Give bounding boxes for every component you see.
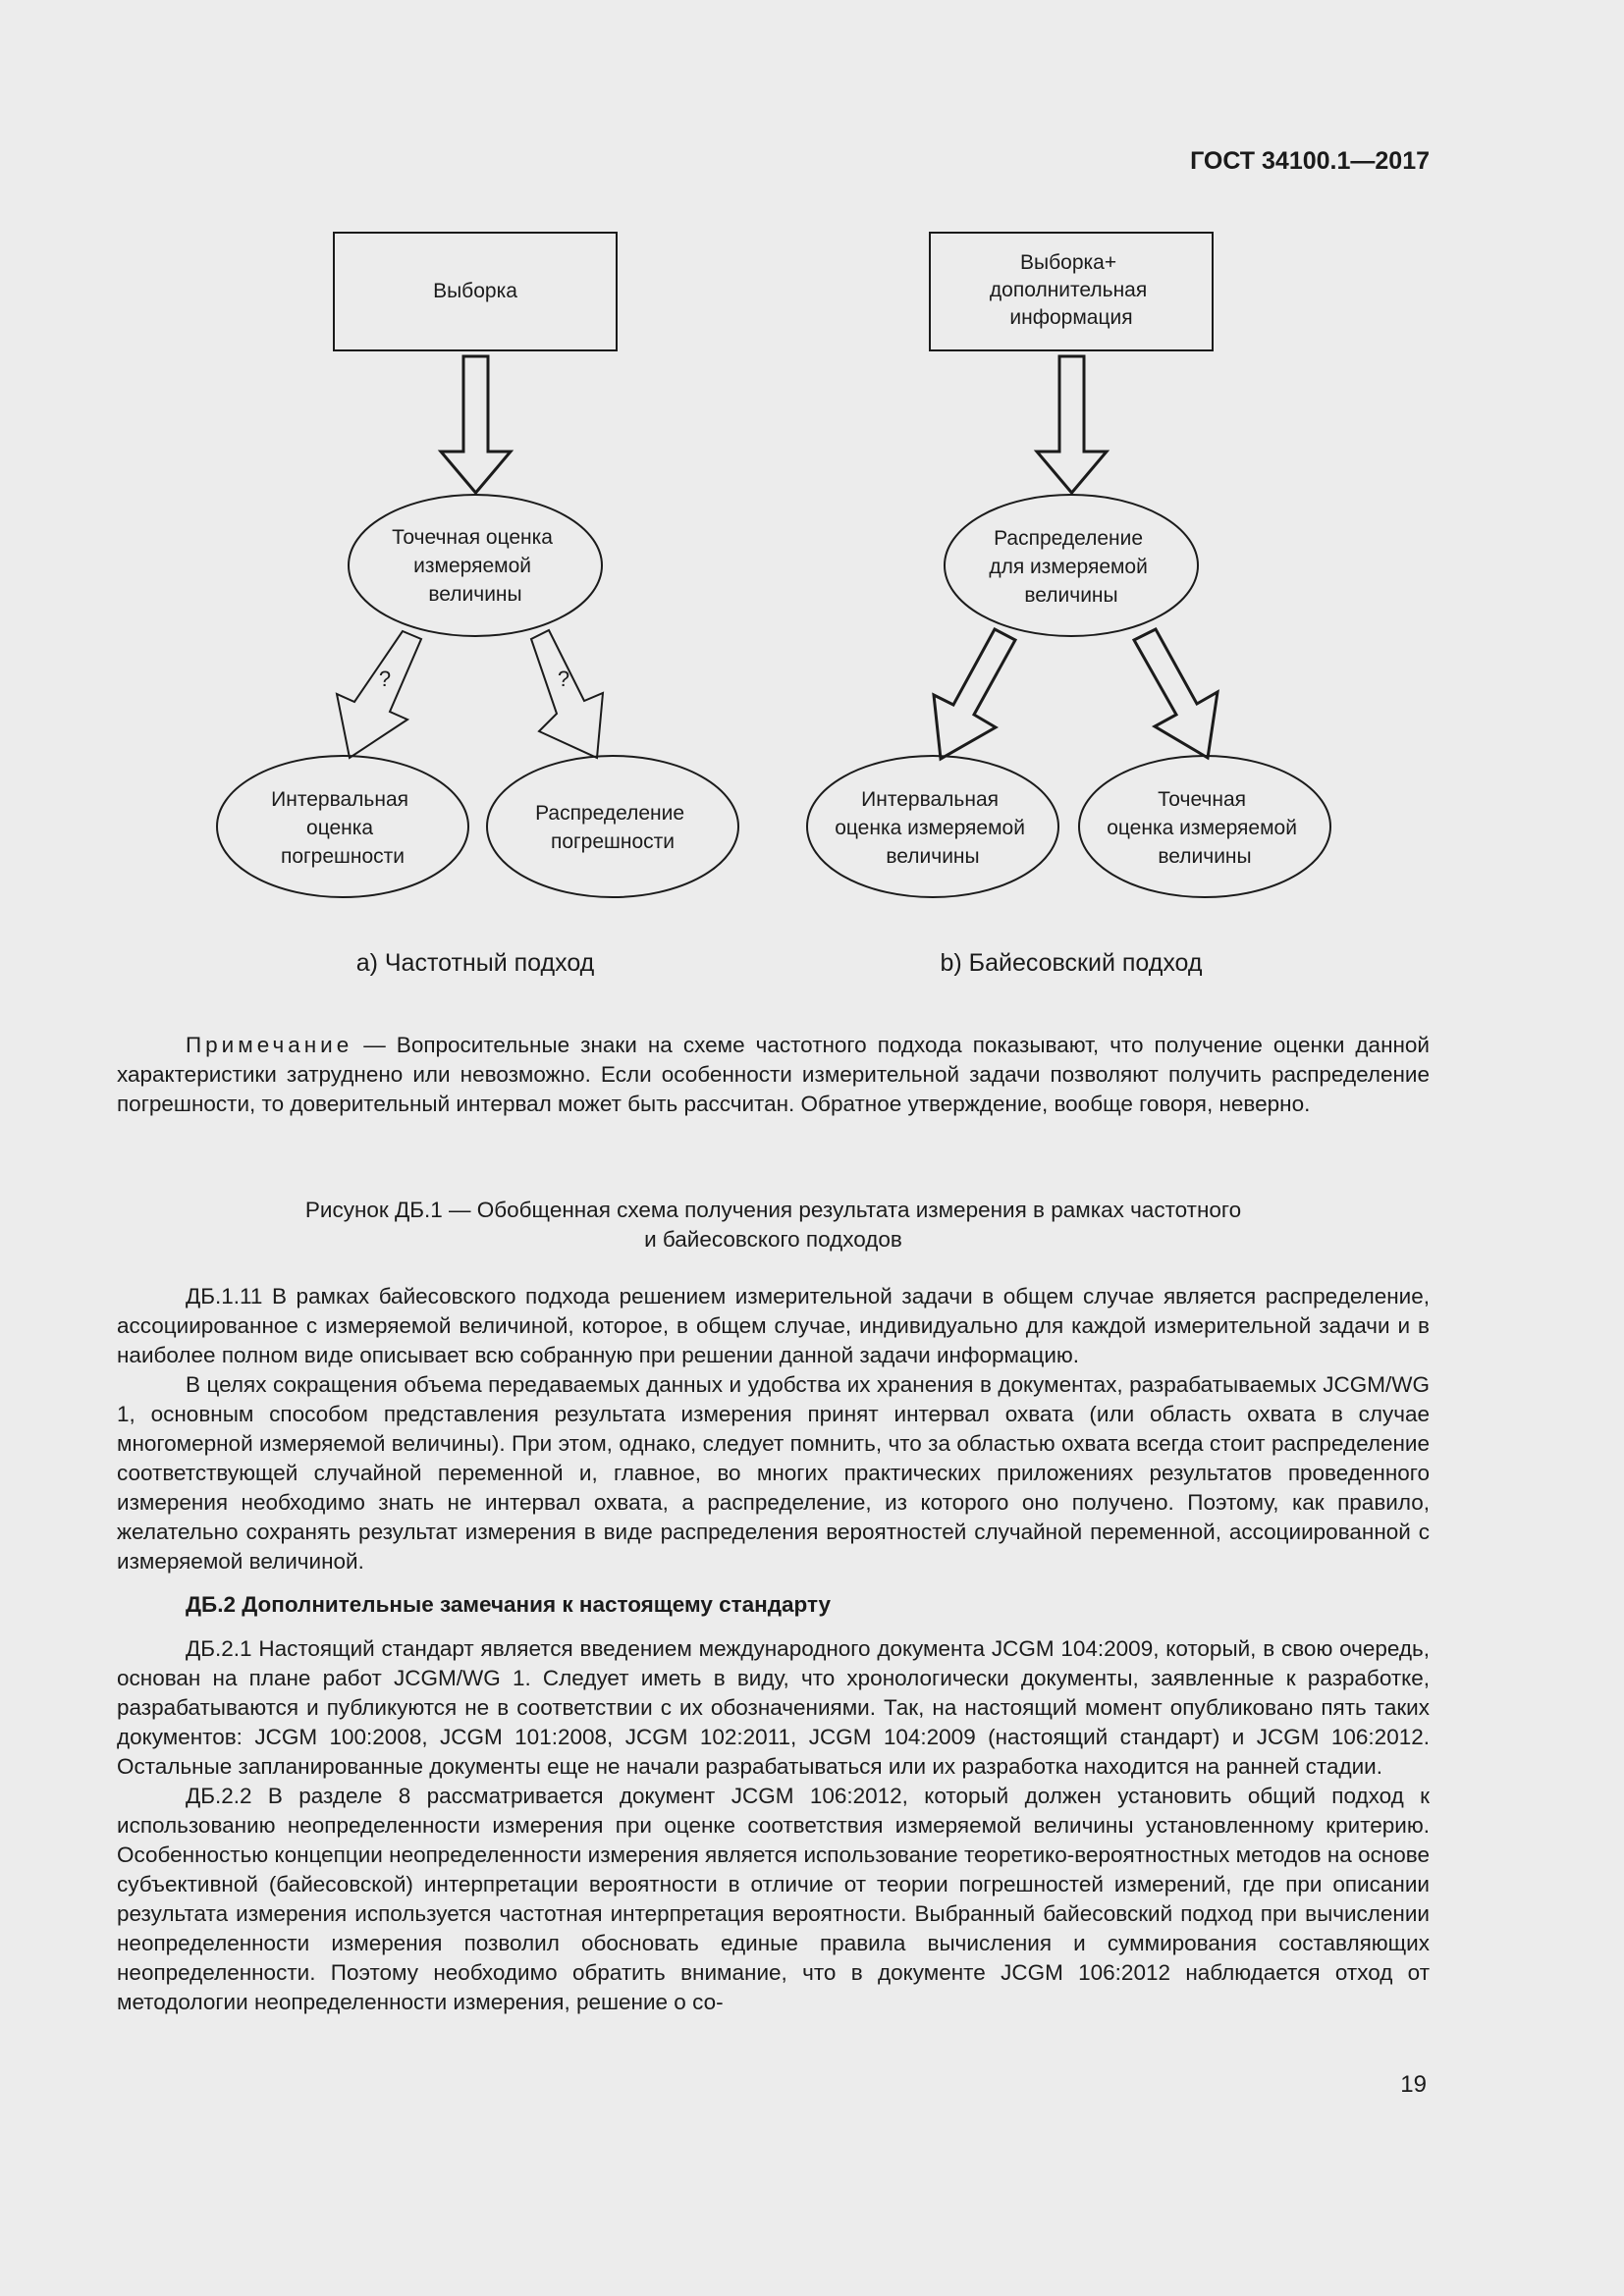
figure-caption-line-2: и байесовского подходов [644, 1227, 902, 1252]
paragraph-group-db-1-11 [117, 1282, 1430, 1576]
note-text: — Вопросительные знаки на схеме частотного подхода показывают, что получение оценки данной характеристики затруднено или невозможно. Если особенности измерительной задачи позволяют получить распределение погрешности, то доверительный интервал может быть рассчитан. Обратное утверждение, вообще говоря, неверно. [117, 1033, 1430, 1116]
figure-note [117, 1031, 1430, 1119]
measurement-approaches-diagram [0, 0, 1624, 1001]
note-label: Примечание [186, 1033, 353, 1057]
left-sample-label: Выборка [433, 280, 517, 302]
paragraph-group-db-2 [117, 1634, 1430, 2017]
figure-caption [117, 1196, 1430, 1255]
figure-caption-line-1: Рисунок ДБ.1 — Обобщенная схема получения результата измерения в рамках частотного [304, 1198, 1242, 1222]
left-error-distribution-ellipse [487, 756, 738, 897]
left-point-estimate-label: Точечная оценка измеряемой величины [392, 526, 553, 606]
paragraph-coverage-interval: В целях сокращения объема передаваемых данных и удобства их хранения в документах, разрабатываемых JCGM/WG 1, основным способом представления результата измерения принят интервал охвата (или область охвата в случае многомерной измеряемой величины). При этом, однако, следует помнить, что за областью охвата всегда стоит распределение соответствующей случайной переменной и, главное, во многих практических приложениях результатов проведенного измерения необходимо знать не интервал охвата, а распределение, из которого оно получено. Поэтому, как правило, желательно сохранять результат измерения в виде распределения вероятностей случайной переменной, ассоциированной с измеряемой величиной. [117, 1372, 1430, 1574]
paragraph-db-2-2: ДБ.2.2 В разделе 8 рассматривается документ JCGM 106:2012, который должен установить общий подход к использованию неопределенности измерения при оценке соответствия измеряемой величины установленному критерию. Особенностью концепции неопределенности измерения является использование теоретико-вероятностных методов на основе субъективной (байесовской) интерпретации вероятности в отличие от теории погрешностей измерений, где при описании результата измерения используется частотная интерпретация вероятности. Выбранный байесовский подход при вычислении неопределенности измерения позволил обосновать единые правила вычисления и суммирования составляющих неопределенности. Поэтому необходимо обратить внимание, что в документе JCGM 106:2012 наблюдается отход от методологии неопределенности измерения, решение о со- [117, 1784, 1430, 2014]
right-down-arrow [1037, 356, 1107, 493]
left-question-arrow-right [531, 630, 603, 758]
left-down-arrow [441, 356, 511, 493]
left-question-mark-1: ? [378, 667, 392, 691]
right-interval-estimate-label: Интервальная оценка измеряемой величины [835, 788, 1025, 868]
left-error-distribution-label: Распределение погрешности [535, 802, 685, 853]
paragraph-db-1-11: ДБ.1.11 В рамках байесовского подхода решением измерительной задачи в общем случае является распределение, ассоциированное с измеряемой величиной, которое, в общем случае, индивидуально для каждой измерительной задачи и в наиболее полном виде описывает всю собранную при решении данной задачи информацию. [117, 1284, 1430, 1367]
page-number: 19 [1400, 2071, 1427, 2098]
right-point-estimate-label: Точечная оценка измеряемой величины [1107, 788, 1297, 868]
right-arrow-left [934, 629, 1015, 759]
left-caption: a) Частотный подход [355, 949, 595, 977]
document-number: ГОСТ 34100.1—2017 [1190, 147, 1430, 175]
right-caption: b) Байесовский подход [940, 949, 1203, 977]
right-sample-label: Выборка+ дополнительная информация [989, 251, 1148, 329]
left-interval-error-label: Интервальная оценка погрешности [271, 788, 409, 868]
section-heading-db-2: ДБ.2 Дополнительные замечания к настоящему стандарту [186, 1592, 832, 1617]
left-question-mark-2: ? [557, 667, 570, 691]
paragraph-db-2-1: ДБ.2.1 Настоящий стандарт является введением международного документа JCGM 104:2009, который, в свою очередь, основан на плане работ JCGM/WG 1. Следует иметь в виду, что хронологически документы, заявленные к разработке, разрабатываются и публикуются не в соответствии с их обозначениями. Так, на настоящий момент опубликовано пять таких документов: JCGM 100:2008, JCGM 101:2008, JCGM 102:2011, JCGM 104:2009 (настоящий стандарт) и JCGM 106:2012. Остальные запланированные документы еще не начали разрабатываться или их разработка находится на ранней стадии. [117, 1636, 1430, 1779]
left-question-arrow-left [337, 631, 421, 758]
right-arrow-right [1134, 629, 1218, 758]
right-distribution-label: Распределение для измеряемой величины [989, 527, 1148, 607]
